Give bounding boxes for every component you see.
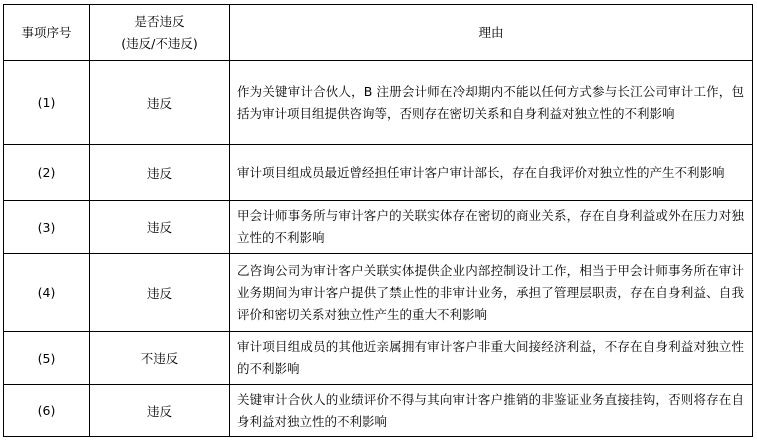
row-number: (2) <box>4 145 90 201</box>
row-number: (1) <box>4 61 90 145</box>
row-number: (4) <box>4 254 90 332</box>
row-reason: 作为关键审计合伙人，B 注册会计师在冷却期内不能以任何方式参与长江公司审计工作，包括为审计项目组提供咨询等，否则存在密切关系和自身利益对独立性的不利影响 <box>230 61 753 145</box>
row-result: 违反 <box>90 254 230 332</box>
table-row <box>4 145 753 201</box>
header-item-no: 事项序号 <box>4 5 90 61</box>
row-result: 违反 <box>90 201 230 254</box>
header-violation <box>90 5 230 61</box>
header-row <box>4 5 753 61</box>
table-container <box>3 4 753 437</box>
table-row <box>4 201 753 254</box>
header-reason: 理由 <box>230 5 753 61</box>
row-result: 违反 <box>90 385 230 437</box>
header-violation-line1: 是否违反 <box>134 13 185 29</box>
table-row <box>4 61 753 145</box>
row-number: (5) <box>4 332 90 385</box>
row-number: (3) <box>4 201 90 254</box>
table-row <box>4 254 753 332</box>
row-reason: 关键审计合伙人的业绩评价不得与其向审计客户推销的非鉴证业务直接挂钩，否则将存在自身利益对独立性的不利影响 <box>230 385 753 437</box>
row-result: 违反 <box>90 145 230 201</box>
row-reason: 乙咨询公司为审计客户关联实体提供企业内部控制设计工作，相当于甲会计师事务所在审计业务期间为审计客户提供了禁止性的非审计业务，承担了管理层职责，存在自身利益、自我评价和密切关系对独立性产生的重大不利影响 <box>230 254 753 332</box>
table-row <box>4 332 753 385</box>
row-result: 违反 <box>90 61 230 145</box>
row-number: (6) <box>4 385 90 437</box>
row-reason: 甲会计师事务所与审计客户的关联实体存在密切的商业关系，存在自身利益或外在压力对独立性的不利影响 <box>230 201 753 254</box>
row-reason: 审计项目组成员的其他近亲属拥有审计客户非重大间接经济利益，不存在自身利益对独立性的不利影响 <box>230 332 753 385</box>
header-violation-line2: (违反/不违反) <box>121 35 198 51</box>
violation-table <box>3 4 753 437</box>
row-reason: 审计项目组成员最近曾经担任审计客户审计部长，存在自我评价对独立性的产生不利影响 <box>230 145 753 201</box>
table-row <box>4 385 753 437</box>
row-result: 不违反 <box>90 332 230 385</box>
